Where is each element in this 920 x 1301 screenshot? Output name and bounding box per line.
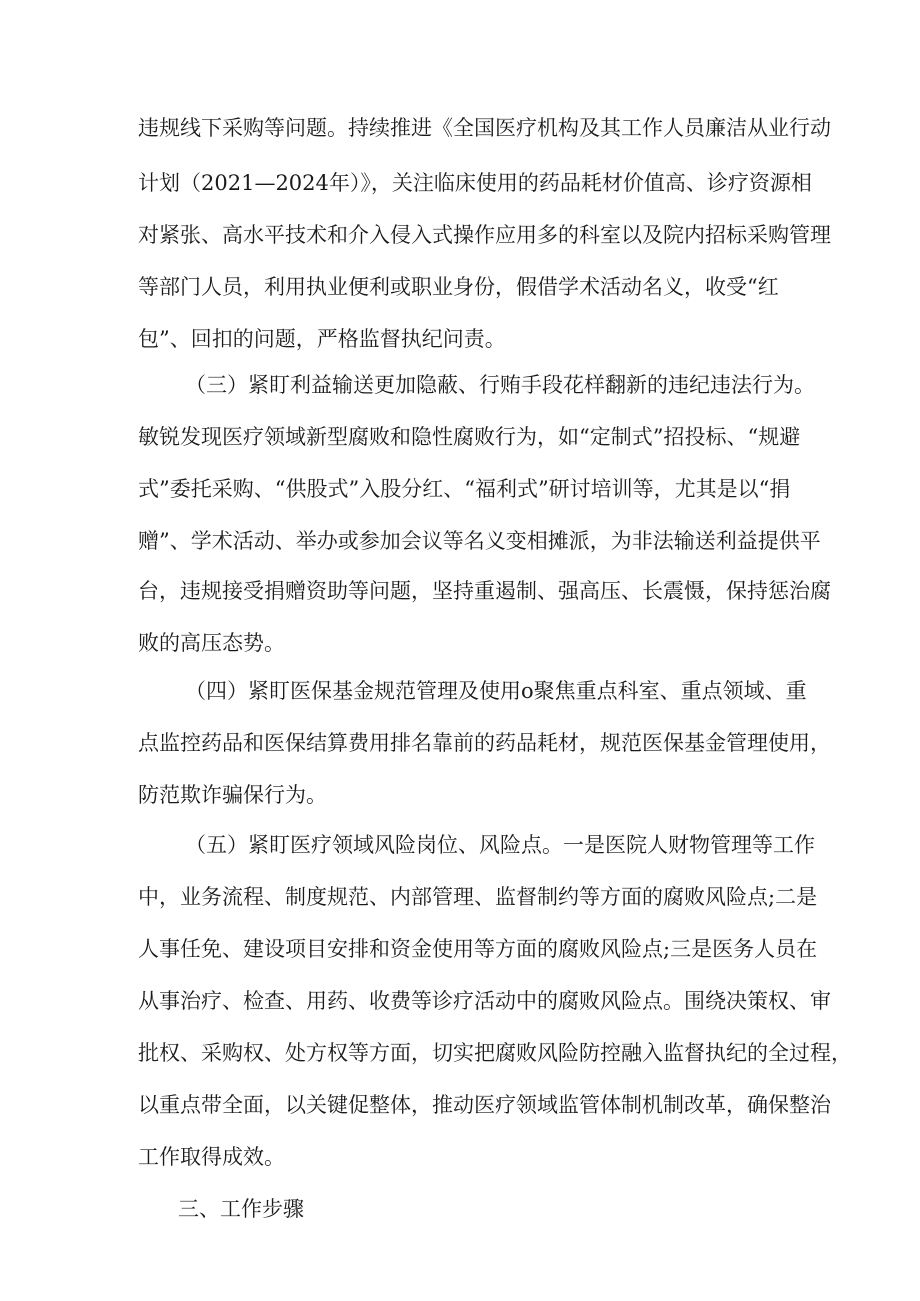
text-line: 式”委托采购、“供股式”入股分红、“福利式”研讨培训等，尤其是以“捐: [138, 477, 791, 501]
text-line: 从事治疗、检查、用药、收费等诊疗活动中的腐败风险点。围绕决策权、审: [138, 989, 831, 1013]
text-line: 计划（2021—2024年）》，关注临床使用的药品耗材价值高、诊疗资源相: [138, 171, 812, 195]
text-line: 防范欺诈骗保行为。: [138, 783, 327, 807]
chapter-heading: 三、工作步骤: [178, 1197, 304, 1221]
text-line: 台，违规接受捐赠资助等问题，坚持重遏制、强高压、长震慑，保持惩治腐: [138, 579, 831, 603]
text-line: 人事任免、建设项目安排和资金使用等方面的腐败风险点;三是医务人员在: [138, 937, 818, 961]
text-line: 以重点带全面，以关键促整体，推动医疗领域监管体制机制改革，确保整治: [138, 1093, 831, 1117]
text-line: 工作取得成效。: [138, 1145, 285, 1169]
text-line: 敏锐发现医疗领域新型腐败和隐性腐败行为，如“定制式”招投标、“规避: [138, 425, 801, 449]
text-line: 批权、采购权、处方权等方面，切实把腐败风险防控融入监督执纪的全过程，: [138, 1041, 852, 1065]
section-heading: （五）紧盯医疗领域风险岗位、风险点。一是医院人财物管理等工作: [185, 833, 815, 857]
section-heading: （三）紧盯利益输送更加隐蔽、行贿手段花样翻新的违纪违法行为。: [185, 373, 815, 397]
text-line: 包”、回扣的问题，严格监督执纪问责。: [138, 327, 506, 351]
text-line: 赠”、学术活动、举办或参加会议等名义变相摊派，为非法输送利益提供平: [138, 529, 821, 553]
text-line: 对紧张、高水平技术和介入侵入式操作应用多的科室以及院内招标采购管理: [138, 223, 831, 247]
section-heading: （四）紧盯医保基金规范管理及使用o聚焦重点科室、重点领域、重: [185, 679, 807, 703]
text-line: 违规线下采购等问题。持续推进《全国医疗机构及其工作人员廉洁从业行动: [138, 116, 831, 140]
text-line: 等部门人员，利用执业便利或职业身份，假借学术活动名义，收受“红: [138, 275, 779, 299]
text-line: 点监控药品和医保结算费用排名靠前的药品耗材，规范医保基金管理使用，: [138, 731, 831, 755]
text-line: 中，业务流程、制度规范、内部管理、监督制约等方面的腐败风险点;二是: [138, 885, 818, 909]
text-line: 败的高压态势。: [138, 631, 285, 655]
